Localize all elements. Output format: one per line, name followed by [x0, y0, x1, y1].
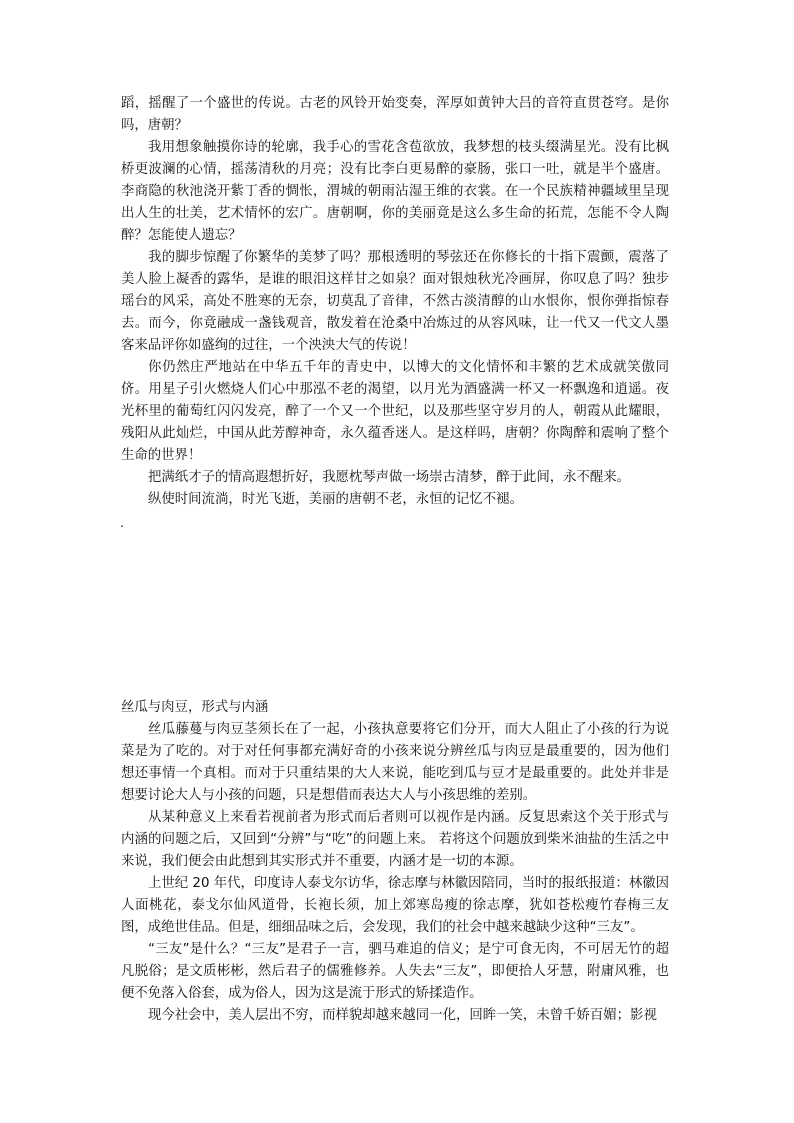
paragraph: 上世纪 20 年代，印度诗人泰戈尔访华，徐志摩与林徽因陪同，当时的报纸报道：林徽因人面桃花，泰戈尔仙风道骨，长袍长须，加上郊寒岛瘦的徐志摩，犹如苍松瘦竹春梅三友图，成绝世佳品。但是，细细品味之后，会发现，我们的社会中越来越缺少这种“三友”。	[121, 876, 670, 935]
paragraph: 纵使时间流淌，时光飞逝，美丽的唐朝不老，永恒的记忆不褪。	[148, 492, 523, 507]
paragraph: 把满纸才子的情高遐想折好，我愿枕琴声做一场崇古清梦，醉于此间，永不醒来。	[148, 470, 631, 485]
loofah-essay-section	[121, 697, 669, 1027]
separator-dot: .	[120, 516, 124, 530]
section-title: 丝瓜与肉豆，形式与内涵	[121, 700, 269, 715]
paragraph: 我用想象触摸你诗的轮廓，我手心的雪花含苞欲放，我梦想的枝头缀满星光。没有比枫桥更波澜的心情，摇荡清秋的月亮；没有比李白更易醉的豪肠，张口一吐，就是半个盛唐。李商隐的秋池浇开紫丁香的惆怅，渭城的朝雨沾湿王维的衣裳。在一个民族精神疆域里呈现出人生的壮美，艺术情怀的宏广。唐朝啊，你的美丽竟是这么多生命的拓荒，怎能不令人陶醉？怎能使人遗忘？	[121, 140, 669, 243]
paragraph: 丝瓜藤蔓与肉豆茎须长在了一起，小孩执意要将它们分开，而大人阻止了小孩的行为说菜是为了吃的。对于对任何事都充满好奇的小孩来说分辨丝瓜与肉豆是最重要的，因为他们想还事情一个真相。而对于只重结果的大人来说，能吃到瓜与豆才是最重要的。此处并非是想要讨论大人与小孩的问题，只是想借而表达大人与小孩思维的差别。	[121, 722, 669, 803]
paragraph: 蹈，摇醒了一个盛世的传说。古老的风铃开始变奏，浑厚如黄钟大吕的音符直贯苍穹。是你吗，唐朝？	[121, 96, 669, 133]
paragraph: 现今社会中，美人层出不穷，而样貌却越来越同一化，回眸一笑，未曾千娇百媚；影视	[148, 1008, 657, 1023]
paragraph: 我的脚步惊醒了你繁华的美梦了吗？那根透明的琴弦还在你修长的十指下震颤，震落了美人脸上凝香的露华，是谁的眼泪这样甘之如泉？面对银烛秋光冷画屏，你叹息了吗？独步瑶台的风采，高处不胜寒的无奈，切莫乱了音律，不然古淡清醇的山水恨你，恨你弹指惊春去。而今，你竟融成一盏钱观音，散发着在沧桑中冶炼过的从容风味，让一代又一代文人墨客来品评你如盛绚的过往，一个泱泱大气的传说！	[121, 250, 669, 353]
paragraph: “三友”是什么？“三友”是君子一言，驷马难追的信义；是宁可食无肉，不可居无竹的超凡脱俗；是文质彬彬，然后君子的儒雅修养。人失去“三友”，即便拾人牙慧，附庸风雅，也便不免落入俗套，成为俗人，因为这是流于形式的矫揉造作。	[121, 942, 669, 1001]
tang-essay-section	[121, 93, 669, 511]
paragraph: 从某种意义上来看若视前者为形式而后者则可以视作是内涵。反复思索这个关于形式与内涵的问题之后，又回到“分辨”与“吃”的问题上来。 若将这个问题放到柴米油盐的生活之中来说，我们便会由此想到其实形式并不重要，内涵才是一切的本源。	[121, 810, 669, 869]
paragraph: 你仍然庄严地站在中华五千年的青史中，以博大的文化情怀和丰繁的艺术成就笑傲同侪。用星子引火燃烧人们心中那泓不老的渴望，以月光为酒盛满一杯又一杯飘逸和逍遥。夜光杯里的葡萄红闪闪发亮，醉了一个又一个世纪，以及那些坚守岁月的人，朝霞从此耀眼，残阳从此灿烂，中国从此芳醇神奇，永久蕴香迷人。是这样吗，唐朝？你陶醉和震响了整个生命的世界！	[121, 360, 669, 463]
